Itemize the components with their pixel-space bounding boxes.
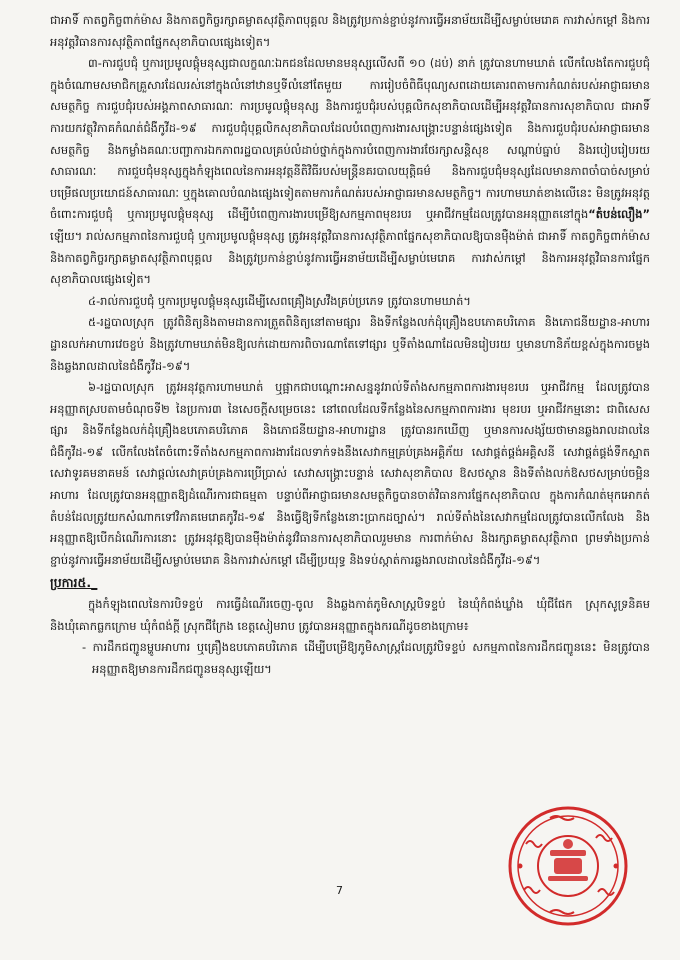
article-5-heading: ប្រការ៥._	[50, 575, 98, 591]
paragraph-clause-5: ៥-រដ្ឋបាលស្រុក ត្រូវពិនិត្យនិងតាមដានការត្រួតពិនិត្យនៅតាមផ្សារ និងទីកន្លែងលក់ដុំគ្រឿងឧបភោគបរិភោគ និងភោជនីយដ្ឋាន-អាហារដ្ឋានលក់អាហារវេចខ្ចប់ និងត្រូវហាមឃាត់មិនឱ្យលក់ដោយការពិចារណាតែទៅផ្សារ ឬទីតាំងណាដែលមិនរៀបរយ ឬមានហានិភ័យខ្ពស់ក្នុងការចម្លង និងឆ្លងរាលដាលនៃជំងឺកូវីដ-១៩។	[50, 315, 650, 373]
paragraph-clause-3	[50, 53, 650, 291]
paragraph-clause-6: ៦-រដ្ឋបាលស្រុក ត្រូវអនុវត្តការហាមឃាត់ ឬផ្អាកជាបណ្តោះអាសន្ននូវរាល់ទីតាំងសកម្មភាពការងារមុខរបរ ឬអាជីវកម្ម ដែលត្រូវបានអនុញ្ញាតស្របតាមចំណុចទី២ នៃប្រការ៣ នៃសេចក្តីសម្រេចនេះ នៅពេលដែលទីកន្លែងនៃសកម្មភាពការងារ មុខរបរ ឬអាជីវកម្មនោះ ជាពិសេសផ្សារ និងទីកន្លែងលក់ដុំគ្រឿងឧបភោគបរិភោគ និងភោជនីយដ្ឋាន-អាហារដ្ឋាន ត្រូវបានរកឃើញ ឬមានការសង្ស័យថាមានឆ្លងរាលដាលនៃជំងឺកូវីដ-១៩ លើកលែងតែចំពោះទីតាំងសកម្មភាពការងារដែលទាក់ទងនឹងសេវាកម្មគ្រប់គ្រងអគ្គិភ័យ សេវាផ្គត់ផ្គង់អគ្គិសនី សេវាផ្គត់ផ្គង់ទឹកស្អាត សេវាទូរគមនាគមន៍ សេវាផ្តល់សេវាគ្រប់គ្រងការប្រើប្រាស់ សេវាសង្គ្រោះបន្ទាន់ សេវាសុខាភិបាល ឱសថស្ថាន និងទីតាំងលក់ឱសថសម្រាប់ចម្អិនអាហារ ដែលត្រូវបានអនុញ្ញាតឱ្យដំណើរការជាធម្មតា បន្ទាប់ពីអាជ្ញាធរមានសមត្ថកិច្ចបានចាត់វិធានការផ្នែកសុខាភិបាល ក្នុងការកំណត់មុកអោកត់តំបន់ដែលត្រូវយកសំណាកទៅវិភាគមេរោគកូវីដ-១៩ និងធ្វើឱ្យទីកន្លែងនោះប្រាកដច្បាស់។ រាល់ទីតាំងនៃសេវាកម្មដែលត្រូវបានលើកលែង និងអនុញ្ញាតឱ្យបើកដំណើរការនោះ ត្រូវអនុវត្តឱ្យបានម៉ឺងម៉ាត់នូវវិធានការសុខាភិបាលរួមមាន ការពាក់ម៉ាស និងរក្សាគម្លាតសុវត្ថិភាព ព្រមទាំងប្រកាន់ខ្ជាប់នូវការធ្វើអនាម័យដើម្បីសម្លាប់មេរោគ និងការវាស់កម្តៅ ដើម្បីប្រយុទ្ធ និងទប់ស្កាត់ការឆ្លងរាលដាលនៃជំងឺកូវីដ-១៩។	[50, 380, 650, 567]
paragraph-continuation: ជាអាទិ៍ កាតព្វកិច្ចពាក់ម៉ាស និងកាតព្វកិច្ចរក្សាគម្លាតសុវត្ថិភាពបុគ្គល និងត្រូវប្រកាន់ខ្ជាប់នូវការធ្វើអនាម័យដើម្បីសម្លាប់មេរោគ ការវាស់កម្តៅ និងការអនុវត្តវិធានការសុវត្ថិភាពផ្នែកសុខាភិបាលផ្សេងទៀត។	[50, 13, 650, 49]
official-seal-icon	[506, 804, 630, 928]
page-number: 7	[336, 884, 343, 897]
paragraph-clause-4: ៤-រាល់ការជួបជុំ ឬការប្រមូលផ្តុំមនុស្សដើម្បីសេពគ្រឿងស្រវឹងគ្រប់ប្រភេទ ត្រូវបានហាមឃាត់។	[88, 293, 471, 308]
yellow-zone-term: “តំបន់លឿង”	[588, 207, 650, 222]
clause-3-text: ៣-ការជួបជុំ ឬការប្រមូលផ្តុំមនុស្សជាលក្ខណៈឯកជនដែលមានមនុស្សលើសពី ១០ (ដប់) នាក់ ត្រូវបានហាមឃាត់ លើកលែងតែការជួបជុំក្នុងចំណោមសមាជិកគ្រួសារដែលរស់នៅក្នុងលំនៅឋានឬទីលំនៅតែមួយ ការរៀបចំពិធីបុណ្យសពដោយគោរពតាមការកំណត់របស់អាជ្ញាធរមានសមត្ថកិច្ច ការជួបជុំរបស់អង្គភាពសាធារណៈ ការប្រមូលផ្តុំមនុស្ស និងការជួបជុំរបស់បុគ្គលិកសុខាភិបាលដើម្បីអនុវត្តវិធានការសុខាភិបាល ជាអាទិ៍ ការយកវត្ថុវិភាគកំណត់ជំងឺកូវីដ-១៩ ការជួបជុំបុគ្គលិកសុខាភិបាលដែលបំពេញការងារសង្គ្រោះបន្ទាន់ផ្សេងទៀត និងការជួបជុំរបស់អាជ្ញាធរមានសមត្ថកិច្ច និងកម្លាំងគណៈបញ្ជាការឯកភាពរដ្ឋបាលគ្រប់លំដាប់ថ្នាក់ក្នុងការបំពេញការងារថែរក្សាសន្តិសុខ សណ្តាប់ធ្នាប់ និងរបៀបរៀបរយសាធារណៈ ការជួបជុំមនុស្សក្នុងកំឡុងពេលនៃការអនុវត្តនីតិវិធីរបស់មន្រ្តីនគរបាលយុត្តិធម៌ និងការជួបជុំមនុស្សដែលមានភាពចាំបាច់សម្រាប់បម្រើផលប្រយោជន៍សាធារណៈ ឬក្នុងគោលបំណងផ្សេងទៀតតាមការកំណត់របស់អាជ្ញាធរមានសមត្ថកិច្ច។ ការហាមឃាត់ខាងលើនេះ មិនត្រូវអនុវត្តចំពោះការជួបជុំ ឬការប្រមូលផ្តុំមនុស្ស ដើម្បីបំពេញការងារបម្រើឱ្យសកម្មភាពមុខរបរ ឬអាជីវកម្មដែលត្រូវបានអនុញ្ញាតនៅក្នុង	[50, 56, 650, 222]
bullet-item-food-transport: - ការដឹកជញ្ជូនម្ហូបអាហារ ឬគ្រឿងឧបភោគបរិភោគ ដើម្បីបម្រើឱ្យភូមិសាស្រ្តដែលត្រូវបិទខ្ទប់ សកម្មភាពនៃការដឹកជញ្ជូននេះ មិនត្រូវបានអនុញ្ញាតឱ្យមានការដឹកជញ្ជូនមនុស្សឡើយ។	[82, 640, 650, 676]
document-body	[50, 10, 650, 680]
paragraph-article-5-intro: ក្នុងកំឡុងពេលនៃការបិទខ្ទប់ ការធ្វើដំណើរចេញ-ចូល និងឆ្លងកាត់ភូមិសាស្រ្តបិទខ្ទប់ នៃឃុំកំពង់ឃ្លាំង ឃុំជីផែក ស្រុកសូទ្រនិគម និងឃុំគោកធ្លកក្រោម ឃុំកំពង់ក្តី ស្រុកជីក្រែង ខេត្តសៀមរាប ត្រូវបានអនុញ្ញាតក្នុងករណីដូចខាងក្រោម៖	[50, 597, 650, 633]
clause-3-text-after: ឡើយ។ រាល់សកម្មភាពនៃការជួបជុំ ឬការប្រមូលផ្តុំមនុស្ស ត្រូវអនុវត្តវិធានការសុវត្ថិភាពផ្នែកសុខាភិបាលឱ្យបានម៉ឺងម៉ាត់ ជាអាទិ៍ កាតព្វកិច្ចពាក់ម៉ាស និងកាតព្វកិច្ចរក្សាគម្លាតសុវត្ថិភាពបុគ្គល និងត្រូវប្រកាន់ខ្ជាប់នូវការធ្វើអនាម័យដើម្បីសម្លាប់មេរោគ ការវាស់កម្តៅ និងការអនុវត្តវិធានការផ្នែកសុខាភិបាលផ្សេងទៀត។	[50, 228, 650, 287]
